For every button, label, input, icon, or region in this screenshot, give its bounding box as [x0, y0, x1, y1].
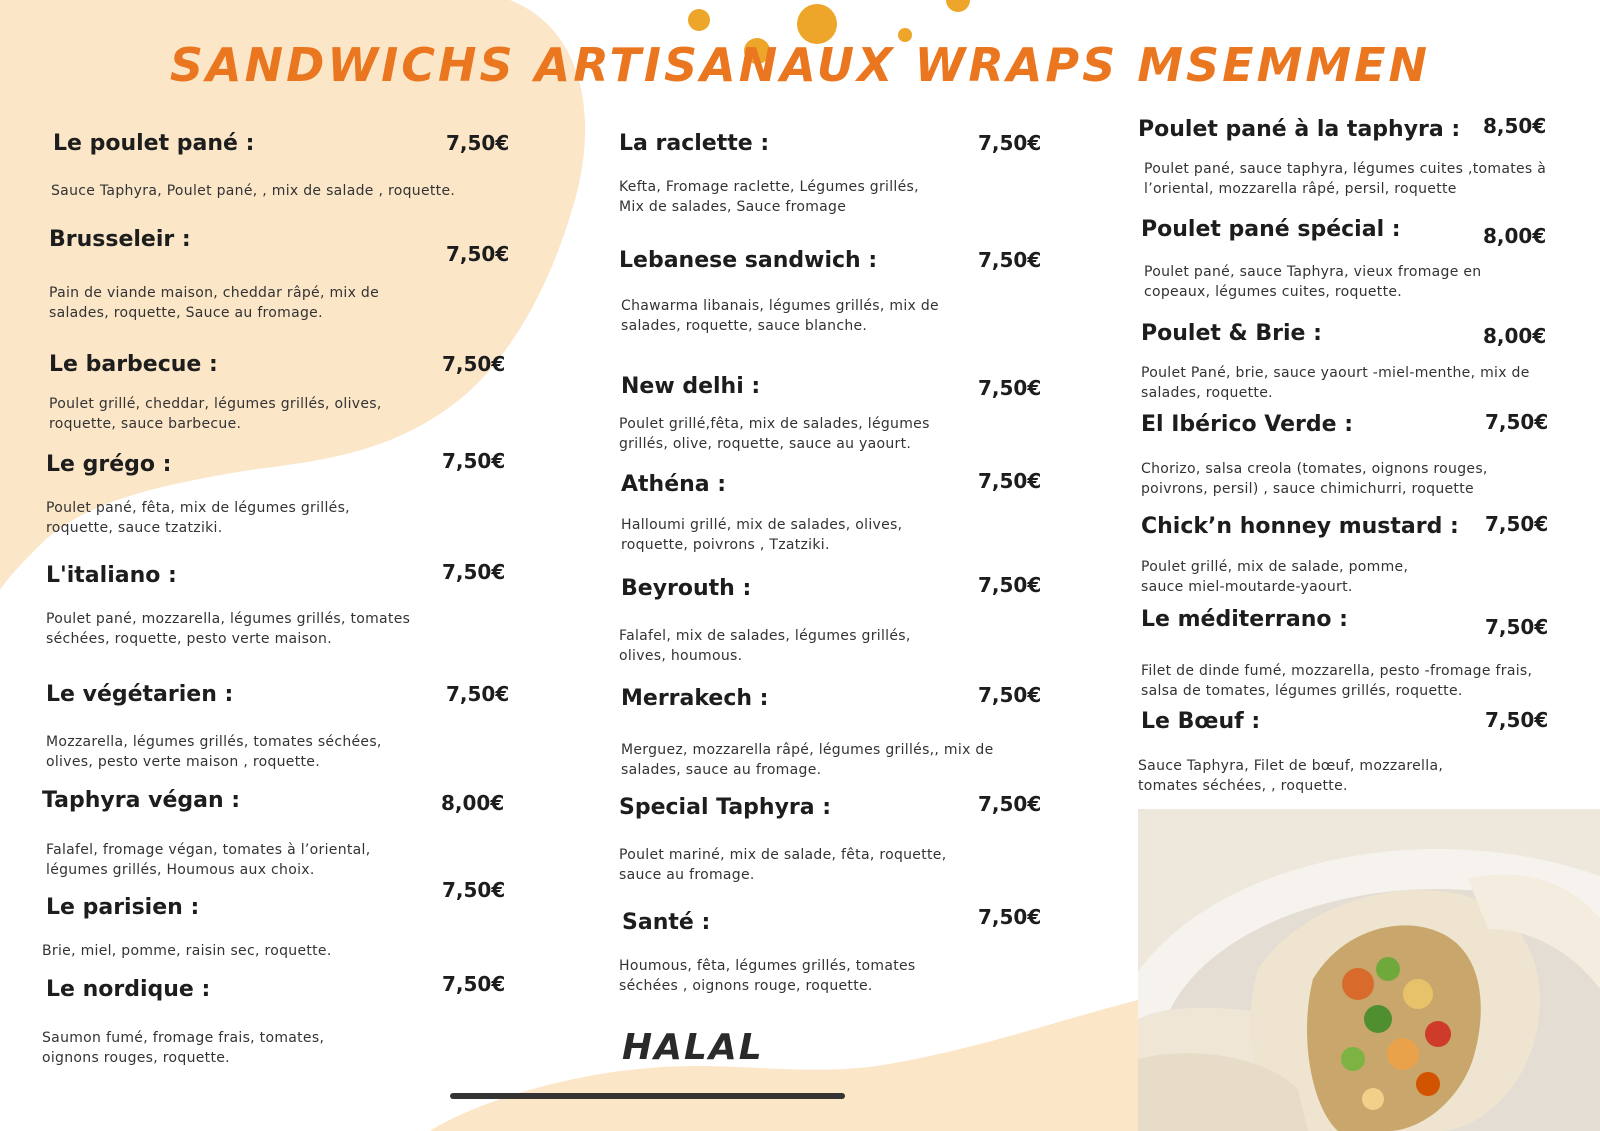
wrap-sandwich-photo-icon	[1138, 809, 1600, 1131]
item-price: 7,50€	[1485, 615, 1549, 639]
item-name: El Ibérico Verde :	[1141, 412, 1354, 437]
menu-title: SANDWICHS ARTISANAUX WRAPS MSEMMEN	[169, 38, 1431, 92]
item-price: 7,50€	[446, 242, 510, 266]
item-price: 7,50€	[442, 352, 506, 376]
item-name: Santé :	[622, 910, 711, 935]
item-price: 7,50€	[978, 469, 1042, 493]
item-description: Pain de viande maison, cheddar râpé, mix de salades, roquette, Sauce au fromage.	[49, 285, 380, 321]
item-name: La raclette :	[619, 131, 770, 156]
item-price: 7,50€	[978, 573, 1042, 597]
item-description: Poulet pané, sauce Taphyra, vieux fromage en copeaux, légumes cuites, roquette.	[1144, 264, 1482, 300]
item-name: Brusseleir :	[49, 227, 191, 252]
item-price: 7,50€	[978, 905, 1042, 929]
item-description: Poulet pané, mozzarella, légumes grillés, tomates séchées, roquette, pesto verte maison.	[46, 611, 411, 647]
item-name: Athéna :	[621, 472, 727, 497]
item-description: Houmous, fêta, légumes grillés, tomates séchées , oignons rouge, roquette.	[619, 958, 916, 994]
item-name: Chick’n honney mustard :	[1141, 514, 1459, 539]
item-description: Merguez, mozzarella râpé, légumes grillés,, mix de salades, sauce au fromage.	[621, 742, 994, 778]
item-price: 7,50€	[442, 560, 506, 584]
item-description: Kefta, Fromage raclette, Légumes grillés, Mix de salades, Sauce fromage	[619, 179, 919, 215]
item-description: Poulet mariné, mix de salade, fêta, roquette, sauce au fromage.	[619, 847, 947, 883]
item-name: Poulet pané spécial :	[1141, 217, 1401, 242]
item-name: Merrakech :	[621, 686, 769, 711]
item-price: 7,50€	[1485, 410, 1549, 434]
item-description: Halloumi grillé, mix de salades, olives, roquette, poivrons , Tzatziki.	[621, 517, 903, 553]
item-name: Taphyra végan :	[42, 788, 241, 813]
item-price: 7,50€	[978, 248, 1042, 272]
item-price: 7,50€	[442, 449, 506, 473]
item-name: Le grégo :	[46, 452, 172, 477]
item-price: 8,00€	[1483, 224, 1547, 248]
item-price: 7,50€	[978, 131, 1042, 155]
item-description: Filet de dinde fumé, mozzarella, pesto -fromage frais, salsa de tomates, légumes grillés, roquette.	[1141, 663, 1533, 699]
item-price: 8,00€	[441, 791, 505, 815]
item-price: 7,50€	[446, 682, 510, 706]
item-description: Chorizo, salsa creola (tomates, oignons rouges, poivrons, persil) , sauce chimichurri, roquette	[1141, 461, 1488, 497]
item-name: Le Bœuf :	[1141, 709, 1261, 734]
item-name: Le poulet pané :	[53, 131, 255, 156]
item-description: Sauce Taphyra, Filet de bœuf, mozzarella, tomates séchées, , roquette.	[1138, 758, 1444, 794]
halal-label: HALAL	[622, 1027, 764, 1068]
item-price: 7,50€	[1485, 512, 1549, 536]
item-price: 7,50€	[442, 972, 506, 996]
item-description: Falafel, mix de salades, légumes grillés, olives, houmous.	[619, 628, 911, 664]
item-name: Beyrouth :	[621, 576, 752, 601]
item-price: 8,50€	[1483, 114, 1547, 138]
item-description: Falafel, fromage végan, tomates à l’oriental, légumes grillés, Houmous aux choix.	[46, 842, 371, 878]
item-name: Le parisien :	[46, 895, 200, 920]
item-description: Chawarma libanais, légumes grillés, mix de salades, roquette, sauce blanche.	[621, 298, 939, 334]
item-price: 8,00€	[1483, 324, 1547, 348]
item-name: Le végétarien :	[46, 682, 234, 707]
item-description: Poulet pané, fêta, mix de légumes grillés, roquette, sauce tzatziki.	[46, 500, 350, 536]
item-name: Le méditerrano :	[1141, 607, 1348, 632]
item-description: Brie, miel, pomme, raisin sec, roquette.	[42, 943, 332, 959]
item-name: Le barbecue :	[49, 352, 218, 377]
item-price: 7,50€	[446, 131, 510, 155]
brush-stroke-divider	[450, 1093, 845, 1099]
item-name: Special Taphyra :	[619, 795, 832, 820]
item-description: Poulet grillé, cheddar, légumes grillés, olives, roquette, sauce barbecue.	[49, 396, 382, 432]
item-description: Sauce Taphyra, Poulet pané, , mix de salade , roquette.	[51, 183, 456, 199]
item-name: Lebanese sandwich :	[619, 248, 878, 273]
item-name: L'italiano :	[46, 563, 177, 588]
item-name: Poulet & Brie :	[1141, 321, 1322, 346]
item-name: Le nordique :	[46, 977, 211, 1002]
item-price: 7,50€	[978, 683, 1042, 707]
item-price: 7,50€	[442, 878, 506, 902]
decorative-dot	[688, 9, 710, 31]
item-price: 7,50€	[978, 376, 1042, 400]
item-description: Poulet grillé,fêta, mix de salades, légumes grillés, olive, roquette, sauce au yaourt.	[619, 416, 930, 452]
item-description: Poulet Pané, brie, sauce yaourt -miel-menthe, mix de salades, roquette.	[1141, 365, 1530, 401]
item-price: 7,50€	[978, 792, 1042, 816]
item-description: Poulet pané, sauce taphyra, légumes cuites ,tomates à l’oriental, mozzarella râpé, persil, roquette	[1144, 161, 1547, 197]
item-price: 7,50€	[1485, 708, 1549, 732]
item-description: Poulet grillé, mix de salade, pomme, sauce miel-moutarde-yaourt.	[1141, 559, 1409, 595]
item-name: New delhi :	[621, 374, 761, 399]
item-description: Saumon fumé, fromage frais, tomates, oignons rouges, roquette.	[42, 1030, 325, 1066]
item-description: Mozzarella, légumes grillés, tomates séchées, olives, pesto verte maison , roquette.	[46, 734, 382, 770]
item-name: Poulet pané à la taphyra :	[1138, 117, 1461, 142]
